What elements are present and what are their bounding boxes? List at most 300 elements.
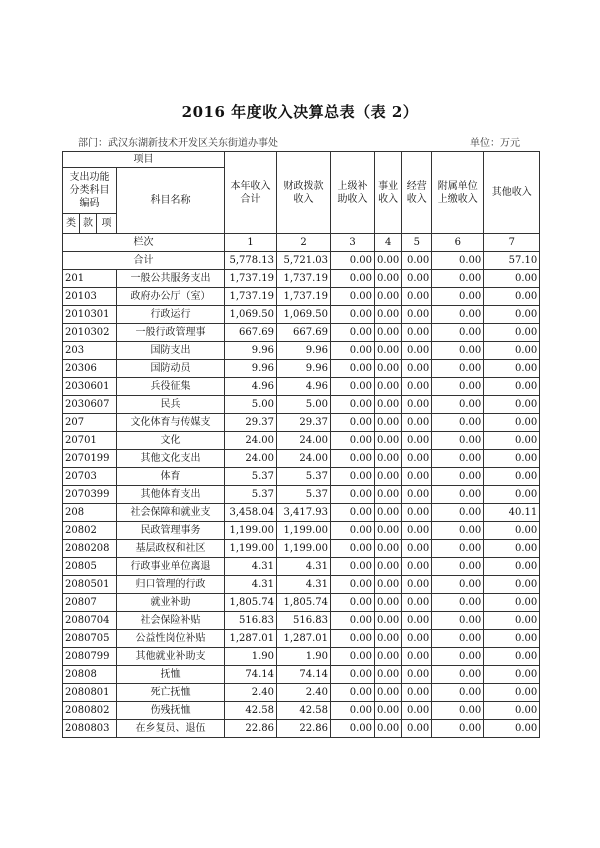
cell-value: 24.00	[225, 432, 277, 450]
cell-value: 4.31	[225, 576, 277, 594]
cell-value: 0.00	[484, 324, 540, 342]
subject-code: 2010302	[63, 324, 117, 342]
cell-value: 0.00	[402, 288, 432, 306]
subject-name-header: 科目名称	[117, 168, 225, 234]
page-title: 2016 年度收入决算总表（表 2）	[181, 103, 419, 121]
subject-code: 2030601	[63, 378, 117, 396]
lei-header: 类	[63, 214, 80, 234]
table-row	[63, 396, 540, 414]
table-row	[63, 468, 540, 486]
cell-value: 5.37	[225, 468, 277, 486]
total-value: 5,778.13	[225, 252, 277, 270]
table-row	[63, 684, 540, 702]
cell-value: 1,287.01	[225, 630, 277, 648]
subject-name: 行政运行	[117, 306, 225, 324]
cell-value: 0.00	[375, 450, 402, 468]
cell-value: 0.00	[375, 720, 402, 738]
cell-value: 1,069.50	[277, 306, 331, 324]
table-row	[63, 594, 540, 612]
subject-name: 兵役征集	[117, 378, 225, 396]
cell-value: 0.00	[484, 630, 540, 648]
cell-value: 0.00	[484, 666, 540, 684]
cell-value: 0.00	[375, 414, 402, 432]
subject-name: 国防动员	[117, 360, 225, 378]
table-row	[63, 288, 540, 306]
cell-value: 0.00	[402, 576, 432, 594]
cell-value: 0.00	[375, 270, 402, 288]
cell-value: 0.00	[432, 324, 484, 342]
subject-name: 国防支出	[117, 342, 225, 360]
cell-value: 0.00	[484, 702, 540, 720]
cell-value: 0.00	[402, 432, 432, 450]
total-value: 57.10	[484, 252, 540, 270]
cell-value: 0.00	[402, 504, 432, 522]
cell-value: 0.00	[432, 612, 484, 630]
subject-code: 2080801	[63, 684, 117, 702]
cell-value: 1,805.74	[277, 594, 331, 612]
subject-code: 20807	[63, 594, 117, 612]
cell-value: 4.31	[225, 558, 277, 576]
table-row	[63, 504, 540, 522]
cell-value: 0.00	[331, 432, 375, 450]
cell-value: 0.00	[375, 486, 402, 504]
cell-value: 3,417.93	[277, 504, 331, 522]
subject-name: 文化	[117, 432, 225, 450]
kuan-header: 款	[80, 214, 97, 234]
total-row	[63, 252, 540, 270]
cell-value: 0.00	[484, 432, 540, 450]
cell-value: 9.96	[277, 360, 331, 378]
cell-value: 0.00	[484, 720, 540, 738]
cell-value: 0.00	[432, 342, 484, 360]
cell-value: 5.37	[277, 486, 331, 504]
table-row	[63, 270, 540, 288]
col-header-3	[331, 152, 375, 234]
subject-code: 2080799	[63, 648, 117, 666]
cell-value: 1,737.19	[225, 288, 277, 306]
cell-value: 0.00	[331, 270, 375, 288]
cell-value: 0.00	[375, 540, 402, 558]
subject-code: 2080803	[63, 720, 117, 738]
cell-value: 24.00	[225, 450, 277, 468]
cell-value: 5.00	[277, 396, 331, 414]
cell-value: 0.00	[331, 648, 375, 666]
cell-value: 0.00	[402, 558, 432, 576]
total-label: 合计	[63, 252, 225, 270]
cell-value: 516.83	[277, 612, 331, 630]
cell-value: 0.00	[402, 594, 432, 612]
total-value: 0.00	[375, 252, 402, 270]
cell-value: 0.00	[484, 414, 540, 432]
subject-code: 2030607	[63, 396, 117, 414]
cell-value: 0.00	[375, 306, 402, 324]
total-value: 0.00	[432, 252, 484, 270]
cell-value: 667.69	[277, 324, 331, 342]
cell-value: 0.00	[402, 702, 432, 720]
cell-value: 1,069.50	[225, 306, 277, 324]
cell-value: 22.86	[277, 720, 331, 738]
cell-value: 1,199.00	[277, 540, 331, 558]
cell-value: 0.00	[432, 396, 484, 414]
cell-value: 0.00	[484, 486, 540, 504]
cell-value: 0.00	[331, 576, 375, 594]
cell-value: 1,737.19	[277, 270, 331, 288]
total-value: 0.00	[331, 252, 375, 270]
table-row	[63, 450, 540, 468]
cell-value: 1,737.19	[277, 288, 331, 306]
subject-code: 2070399	[63, 486, 117, 504]
col-header-4	[375, 152, 402, 234]
cell-value: 0.00	[331, 558, 375, 576]
subject-name: 公益性岗位补贴	[117, 630, 225, 648]
cell-value: 29.37	[225, 414, 277, 432]
subject-code: 201	[63, 270, 117, 288]
cell-value: 9.96	[225, 342, 277, 360]
subject-name: 其他就业补助支	[117, 648, 225, 666]
table-row	[63, 576, 540, 594]
subject-code-header	[63, 168, 117, 214]
cell-value: 1,737.19	[225, 270, 277, 288]
cell-value: 1,199.00	[277, 522, 331, 540]
cell-value: 9.96	[277, 342, 331, 360]
cell-value: 0.00	[432, 306, 484, 324]
cell-value: 0.00	[484, 594, 540, 612]
table-row	[63, 630, 540, 648]
cell-value: 74.14	[225, 666, 277, 684]
subject-name: 社会保险补贴	[117, 612, 225, 630]
cell-value: 0.00	[375, 558, 402, 576]
table-row	[63, 486, 540, 504]
cell-value: 0.00	[432, 576, 484, 594]
cell-value: 0.00	[331, 486, 375, 504]
cell-value: 4.96	[277, 378, 331, 396]
subject-name: 就业补助	[117, 594, 225, 612]
cell-value: 0.00	[331, 306, 375, 324]
cell-value: 0.00	[402, 630, 432, 648]
cell-value: 0.00	[402, 270, 432, 288]
subject-code: 20802	[63, 522, 117, 540]
cell-value: 0.00	[331, 342, 375, 360]
col-number: 6	[432, 234, 484, 252]
cell-value: 0.00	[375, 612, 402, 630]
cell-value: 0.00	[402, 360, 432, 378]
cell-value: 0.00	[331, 414, 375, 432]
cell-value: 0.00	[331, 522, 375, 540]
cell-value: 1.90	[277, 648, 331, 666]
cell-value: 0.00	[331, 540, 375, 558]
cell-value: 516.83	[225, 612, 277, 630]
cell-value: 0.00	[432, 288, 484, 306]
cell-value: 0.00	[331, 720, 375, 738]
cell-value: 0.00	[331, 612, 375, 630]
cell-value: 0.00	[331, 450, 375, 468]
table-row	[63, 648, 540, 666]
subject-code: 20306	[63, 360, 117, 378]
cell-value: 0.00	[484, 522, 540, 540]
subject-name: 体育	[117, 468, 225, 486]
subject-name: 伤残抚恤	[117, 702, 225, 720]
cell-value: 0.00	[331, 666, 375, 684]
cell-value: 0.00	[484, 306, 540, 324]
cell-value: 0.00	[402, 468, 432, 486]
cell-value: 0.00	[375, 684, 402, 702]
subject-code: 2080704	[63, 612, 117, 630]
item-header: 项目	[63, 152, 225, 168]
cell-value: 0.00	[375, 702, 402, 720]
cell-value: 0.00	[331, 324, 375, 342]
cell-value: 0.00	[432, 270, 484, 288]
subject-code: 2010301	[63, 306, 117, 324]
cell-value: 4.96	[225, 378, 277, 396]
subject-name: 一般行政管理事	[117, 324, 225, 342]
col-header-7	[484, 152, 540, 234]
cell-value: 0.00	[402, 540, 432, 558]
cell-value: 2.40	[277, 684, 331, 702]
cell-value: 0.00	[375, 576, 402, 594]
cell-value: 0.00	[432, 720, 484, 738]
col-header-5	[402, 152, 432, 234]
table-row	[63, 360, 540, 378]
subject-code: 20103	[63, 288, 117, 306]
cell-value: 0.00	[375, 288, 402, 306]
cell-value: 0.00	[402, 396, 432, 414]
cell-value: 0.00	[402, 324, 432, 342]
cell-value: 0.00	[402, 684, 432, 702]
cell-value: 0.00	[402, 648, 432, 666]
cell-value: 0.00	[432, 468, 484, 486]
cell-value: 0.00	[484, 468, 540, 486]
table-row	[63, 306, 540, 324]
cell-value: 0.00	[375, 378, 402, 396]
cell-value: 5.37	[277, 468, 331, 486]
cell-value: 1,805.74	[225, 594, 277, 612]
cell-value: 0.00	[484, 450, 540, 468]
cell-value: 1,199.00	[225, 522, 277, 540]
col-header-text: 其他收入	[491, 187, 532, 198]
subject-code: 20808	[63, 666, 117, 684]
cell-value: 0.00	[484, 540, 540, 558]
subject-code: 20805	[63, 558, 117, 576]
department-label: 部门：武汉东湖新技术开发区关东街道办事处	[78, 138, 278, 149]
cell-value: 0.00	[402, 720, 432, 738]
col-header-2	[277, 152, 331, 234]
col-header-text: 上级补 助收入	[337, 180, 368, 205]
cell-value: 0.00	[375, 504, 402, 522]
subject-code: 203	[63, 342, 117, 360]
cell-value: 5.37	[225, 486, 277, 504]
table-row	[63, 666, 540, 684]
cell-value: 0.00	[375, 648, 402, 666]
subject-name: 民兵	[117, 396, 225, 414]
cell-value: 0.00	[432, 630, 484, 648]
cell-value: 0.00	[402, 522, 432, 540]
cell-value: 0.00	[432, 684, 484, 702]
cell-value: 0.00	[375, 522, 402, 540]
cell-value: 0.00	[331, 684, 375, 702]
cell-value: 0.00	[484, 360, 540, 378]
col-number: 4	[375, 234, 402, 252]
cell-value: 0.00	[484, 270, 540, 288]
table-row	[63, 342, 540, 360]
subject-name: 行政事业单位离退	[117, 558, 225, 576]
cell-value: 0.00	[432, 414, 484, 432]
cell-value: 0.00	[484, 342, 540, 360]
cell-value: 0.00	[484, 684, 540, 702]
subject-name: 民政管理事务	[117, 522, 225, 540]
subject-code: 20701	[63, 432, 117, 450]
subject-name: 其他文化支出	[117, 450, 225, 468]
cell-value: 0.00	[331, 630, 375, 648]
col-number: 7	[484, 234, 540, 252]
xiang-header: 项	[97, 214, 117, 234]
cell-value: 667.69	[225, 324, 277, 342]
subject-code: 2080208	[63, 540, 117, 558]
cell-value: 0.00	[484, 576, 540, 594]
cell-value: 0.00	[432, 540, 484, 558]
cell-value: 24.00	[277, 450, 331, 468]
subject-name: 政府办公厅（室）	[117, 288, 225, 306]
cell-value: 9.96	[225, 360, 277, 378]
col-number: 3	[331, 234, 375, 252]
cell-value: 0.00	[375, 396, 402, 414]
table-row	[63, 540, 540, 558]
cell-value: 0.00	[375, 360, 402, 378]
cell-value: 0.00	[331, 360, 375, 378]
subject-code-text: 支出功能 分类科目 编码	[69, 172, 110, 209]
cell-value: 0.00	[432, 504, 484, 522]
col-header-text: 财政拨款 收入	[283, 180, 324, 205]
cell-value: 0.00	[484, 396, 540, 414]
cell-value: 0.00	[484, 558, 540, 576]
subject-code: 2080705	[63, 630, 117, 648]
col-header-text: 事业 收入	[378, 180, 399, 205]
cell-value: 0.00	[331, 702, 375, 720]
subject-name: 归口管理的行政	[117, 576, 225, 594]
cell-value: 0.00	[432, 360, 484, 378]
subject-name: 文化体育与传媒支	[117, 414, 225, 432]
cell-value: 0.00	[331, 288, 375, 306]
cell-value: 0.00	[432, 666, 484, 684]
cell-value: 0.00	[484, 648, 540, 666]
cell-value: 0.00	[375, 432, 402, 450]
cell-value: 0.00	[331, 504, 375, 522]
cell-value: 1,287.01	[277, 630, 331, 648]
cell-value: 0.00	[375, 666, 402, 684]
cell-value: 0.00	[432, 378, 484, 396]
cell-value: 0.00	[402, 450, 432, 468]
table-row	[63, 522, 540, 540]
cell-value: 74.14	[277, 666, 331, 684]
cell-value: 0.00	[432, 558, 484, 576]
total-value: 0.00	[402, 252, 432, 270]
col-number: 5	[402, 234, 432, 252]
cell-value: 2.40	[225, 684, 277, 702]
cell-value: 0.00	[484, 378, 540, 396]
col-header-6	[432, 152, 484, 234]
cell-value: 0.00	[331, 594, 375, 612]
header-row-1	[63, 152, 540, 168]
cell-value: 0.00	[432, 702, 484, 720]
cell-value: 22.86	[225, 720, 277, 738]
table-row	[63, 378, 540, 396]
table-row	[63, 720, 540, 738]
cell-value: 0.00	[402, 342, 432, 360]
col-header-text: 经营 收入	[406, 180, 427, 205]
cell-value: 0.00	[432, 486, 484, 504]
table-row	[63, 612, 540, 630]
cell-value: 5.00	[225, 396, 277, 414]
cell-value: 0.00	[432, 432, 484, 450]
cell-value: 0.00	[432, 594, 484, 612]
cell-value: 0.00	[402, 306, 432, 324]
subject-name: 其他体育支出	[117, 486, 225, 504]
subject-code: 2080501	[63, 576, 117, 594]
table-row	[63, 702, 540, 720]
cell-value: 0.00	[375, 630, 402, 648]
cell-value: 0.00	[331, 468, 375, 486]
col-header-1	[225, 152, 277, 234]
subject-name: 基层政权和社区	[117, 540, 225, 558]
subject-code: 207	[63, 414, 117, 432]
col-header-text: 本年收入 合计	[230, 180, 271, 205]
col-number: 1	[225, 234, 277, 252]
cell-value: 0.00	[402, 666, 432, 684]
cell-value: 0.00	[331, 378, 375, 396]
subject-name: 抚恤	[117, 666, 225, 684]
cell-value: 1,199.00	[225, 540, 277, 558]
cell-value: 3,458.04	[225, 504, 277, 522]
cell-value: 0.00	[402, 378, 432, 396]
unit-label: 单位：万元	[470, 138, 520, 149]
col-number: 2	[277, 234, 331, 252]
subject-code: 20703	[63, 468, 117, 486]
cell-value: 0.00	[432, 522, 484, 540]
cell-value: 40.11	[484, 504, 540, 522]
subject-name: 死亡抚恤	[117, 684, 225, 702]
subject-name: 社会保障和就业支	[117, 504, 225, 522]
cell-value: 0.00	[375, 468, 402, 486]
cell-value: 0.00	[432, 450, 484, 468]
total-value: 5,721.03	[277, 252, 331, 270]
cell-value: 42.58	[277, 702, 331, 720]
cell-value: 24.00	[277, 432, 331, 450]
subject-name: 一般公共服务支出	[117, 270, 225, 288]
cell-value: 0.00	[375, 324, 402, 342]
income-table	[62, 151, 540, 738]
cell-value: 29.37	[277, 414, 331, 432]
cell-value: 0.00	[484, 288, 540, 306]
cell-value: 0.00	[402, 414, 432, 432]
table-row	[63, 324, 540, 342]
cell-value: 4.31	[277, 558, 331, 576]
cell-value: 0.00	[375, 342, 402, 360]
col-header-text: 附属单位 上缴收入	[437, 180, 478, 205]
table-row	[63, 432, 540, 450]
cell-value: 0.00	[484, 612, 540, 630]
cell-value: 0.00	[402, 486, 432, 504]
cell-value: 4.31	[277, 576, 331, 594]
cell-value: 0.00	[331, 396, 375, 414]
cell-value: 0.00	[375, 594, 402, 612]
table-row	[63, 414, 540, 432]
table-row	[63, 558, 540, 576]
cell-value: 1.90	[225, 648, 277, 666]
subject-name: 在乡复员、退伍	[117, 720, 225, 738]
cell-value: 0.00	[402, 612, 432, 630]
subject-code: 2080802	[63, 702, 117, 720]
subject-code: 208	[63, 504, 117, 522]
cell-value: 0.00	[432, 648, 484, 666]
